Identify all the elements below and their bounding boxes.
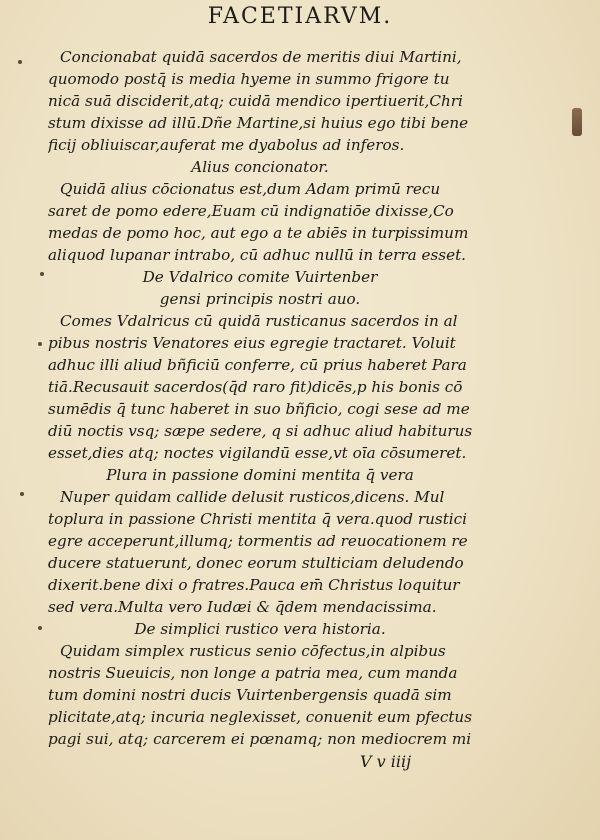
text-line: saret de pomo edere,Euam cū indignatiōe dixisse,Co <box>48 202 454 220</box>
text-line: tum domini nostri ducis Vuirtenbergensis quadā sim <box>48 686 452 704</box>
margin-dot <box>20 492 24 496</box>
text-line: toplura in passione Christi mentita q̄ vera.quod rustici <box>48 510 468 528</box>
text-line: tiā.Recusauit sacerdos(q̄d raro fit)dicēs,p his bonis cō <box>48 378 463 396</box>
text-line: Comes Vdalricus cū quidā rusticanus sacerdos in al <box>60 312 458 330</box>
margin-dot <box>38 626 42 630</box>
running-header: FACETIARVM. <box>207 4 393 29</box>
text-line: medas de pomo hoc, aut ego a te abiēs in turpissimum <box>48 224 469 242</box>
text-line: diū noctis vsq; sæpe sedere, q si adhuc aliud habiturus <box>48 422 473 440</box>
margin-dot <box>38 342 42 346</box>
section-heading: Alius concionator. <box>191 158 329 176</box>
text-line: dixerit.bene dixi o fratres.Pauca em̄ Christus loquitur <box>48 576 460 594</box>
text-line: egre acceperunt,illumq; tormentis ad reuocationem re <box>48 532 468 550</box>
text-line: Quidam simplex rusticus senio cōfectus,in alpibus <box>60 642 446 660</box>
signature-mark: V v iiij <box>360 752 412 771</box>
text-line: aliquod lupanar intrabo, cū adhuc nullū in terra esset. <box>48 246 467 264</box>
text-line: plicitate,atq; incuria neglexisset, conuenit eum pfectus <box>48 708 473 726</box>
text-line: sed vera.Multa vero Iudæi & q̄dem mendacissima. <box>48 598 437 616</box>
text-line: stum dixisse ad illū.Dñe Martine,si huius ego tibi bene <box>48 114 469 132</box>
text-line: quomodo postq̄ is media hyeme in summo frigore tu <box>48 70 450 88</box>
ink-smudge <box>572 108 582 136</box>
section-heading: gensi principis nostri auo. <box>159 290 361 308</box>
text-line: nicā suā disciderit,atq; cuidā mendico ipertiuerit,Chri <box>48 92 463 110</box>
text-line: nostris Sueuicis, non longe a patria mea, cum manda <box>48 664 458 682</box>
text-line: Concionabat quidā sacerdos de meritis diui Martini, <box>60 48 462 66</box>
text-line: Nuper quidam callide delusit rusticos,dicens. Mul <box>60 488 445 506</box>
section-heading: De simplici rustico vera historia. <box>134 620 386 638</box>
text-line: ficij obliuiscar,auferat me dyabolus ad inferos. <box>48 136 405 154</box>
text-line: Quidā alius cōcionatus est,dum Adam primū recu <box>60 180 441 198</box>
margin-dot <box>18 60 22 64</box>
text-line: pagi sui, atq; carcerem ei pœnamq; non mediocrem mi <box>48 730 472 748</box>
text-line: sumēdis q̄ tunc haberet in suo bñficio, cogi sese ad me <box>48 400 470 418</box>
text-line: pibus nostris Venatores eius egregie tractaret. Voluit <box>48 334 456 352</box>
section-heading: Plura in passione domini mentita q̄ vera <box>106 466 414 484</box>
text-line: adhuc illi aliud bñficiū conferre, cū prius haberet Para <box>48 356 467 374</box>
text-line: esset,dies atq; noctes vigilandū esse,vt oīa cōsumeret. <box>48 444 467 462</box>
margin-dot <box>40 272 44 276</box>
text-line: ducere statuerunt, donec eorum stulticiam deludendo <box>48 554 464 572</box>
section-heading: De Vdalrico comite Vuirtenber <box>142 268 378 286</box>
